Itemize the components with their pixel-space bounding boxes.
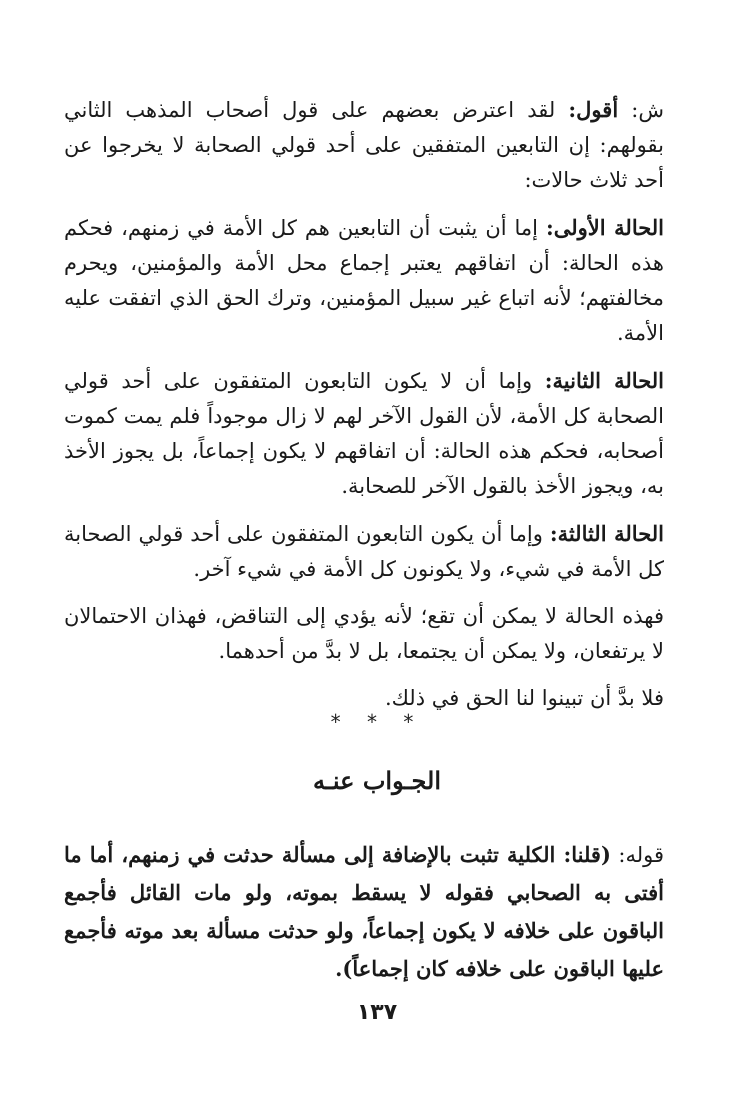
paragraph-text: فهذه الحالة لا يمكن أن تقع؛ لأنه يؤدي إلى التناقض، فهذان الاحتمالان لا يرتفعان، ولا يمكن أن يجتمعا، بل لا بدَّ من أحدهما. (64, 604, 664, 663)
section-heading: الجـواب عنـه (313, 766, 441, 795)
answer-paragraph (64, 836, 664, 988)
paragraph-conclusion (64, 599, 664, 669)
paragraph-text: لقد اعترض بعضهم على قول أصحاب المذهب الثاني بقولهم: إن التابعين المتفقين على أحد قولي الصحابة لا يخرجوا عن أحد ثلاث حالات: (64, 98, 664, 192)
paragraph-case-2 (64, 363, 664, 504)
paragraph-objection (64, 92, 664, 198)
page-number: ١٣٧ (356, 1000, 398, 1025)
paragraph-text: فلا بدَّ أن تبينوا لنا الحق في ذلك. (384, 686, 664, 710)
answer-quote: (قلنا: الكلية تثبت بالإضافة إلى مسألة حدثت في زمنهم، أما ما أفتى به الصحابي فقوله لا يسقط بموته، ولو مات القائل فأجمع الباقون على خلافه لا يكون إجماعاً، ولو حدثت مسألة بعد موته فأجمع عليها الباقون على خلافه كان إجماعاً). (64, 842, 664, 981)
paragraph-label: الحالة الأولى: (545, 215, 665, 240)
paragraph-label: الحالة الثالثة: (549, 521, 664, 546)
paragraph-text: وإما أن يكون التابعون المتفقون على أحد قولي الصحابة كل الأمة في شيء، ولا يكونون كل الأمة في شيء آخر. (64, 522, 664, 581)
paragraph-lead: ش: (631, 98, 664, 122)
paragraph-case-3 (64, 516, 664, 587)
paragraph-text: إما أن يثبت أن التابعين هم كل الأمة في زمنهم، فحكم هذه الحالة: أن اتفاقهم يعتبر إجماع محل الأمة والمؤمنين، ويحرم مخالفتهم؛ لأنه اتباع غير سبيل المؤمنين، وترك الحق الذي اتفقت عليه الأمة. (64, 216, 664, 345)
body-text (64, 92, 664, 728)
section-separator: * * * (330, 710, 424, 734)
paragraph-text: وإما أن لا يكون التابعون المتفقون على أحد قولي الصحابة كل الأمة، لأن القول الآخر لهم لا زال موجوداً فلم يمت كموت أصحابه، فحكم هذه الحالة: أن اتفاقهم لا يكون إجماعاً، بل يجوز الأخذ به، ويجوز الأخذ بالقول الآخر للصحابة. (64, 369, 664, 498)
paragraph-label: الحالة الثانية: (544, 368, 664, 393)
paragraph-case-1 (64, 210, 664, 351)
answer-lead: قوله: (610, 843, 664, 867)
paragraph-label: أقول: (568, 97, 619, 122)
